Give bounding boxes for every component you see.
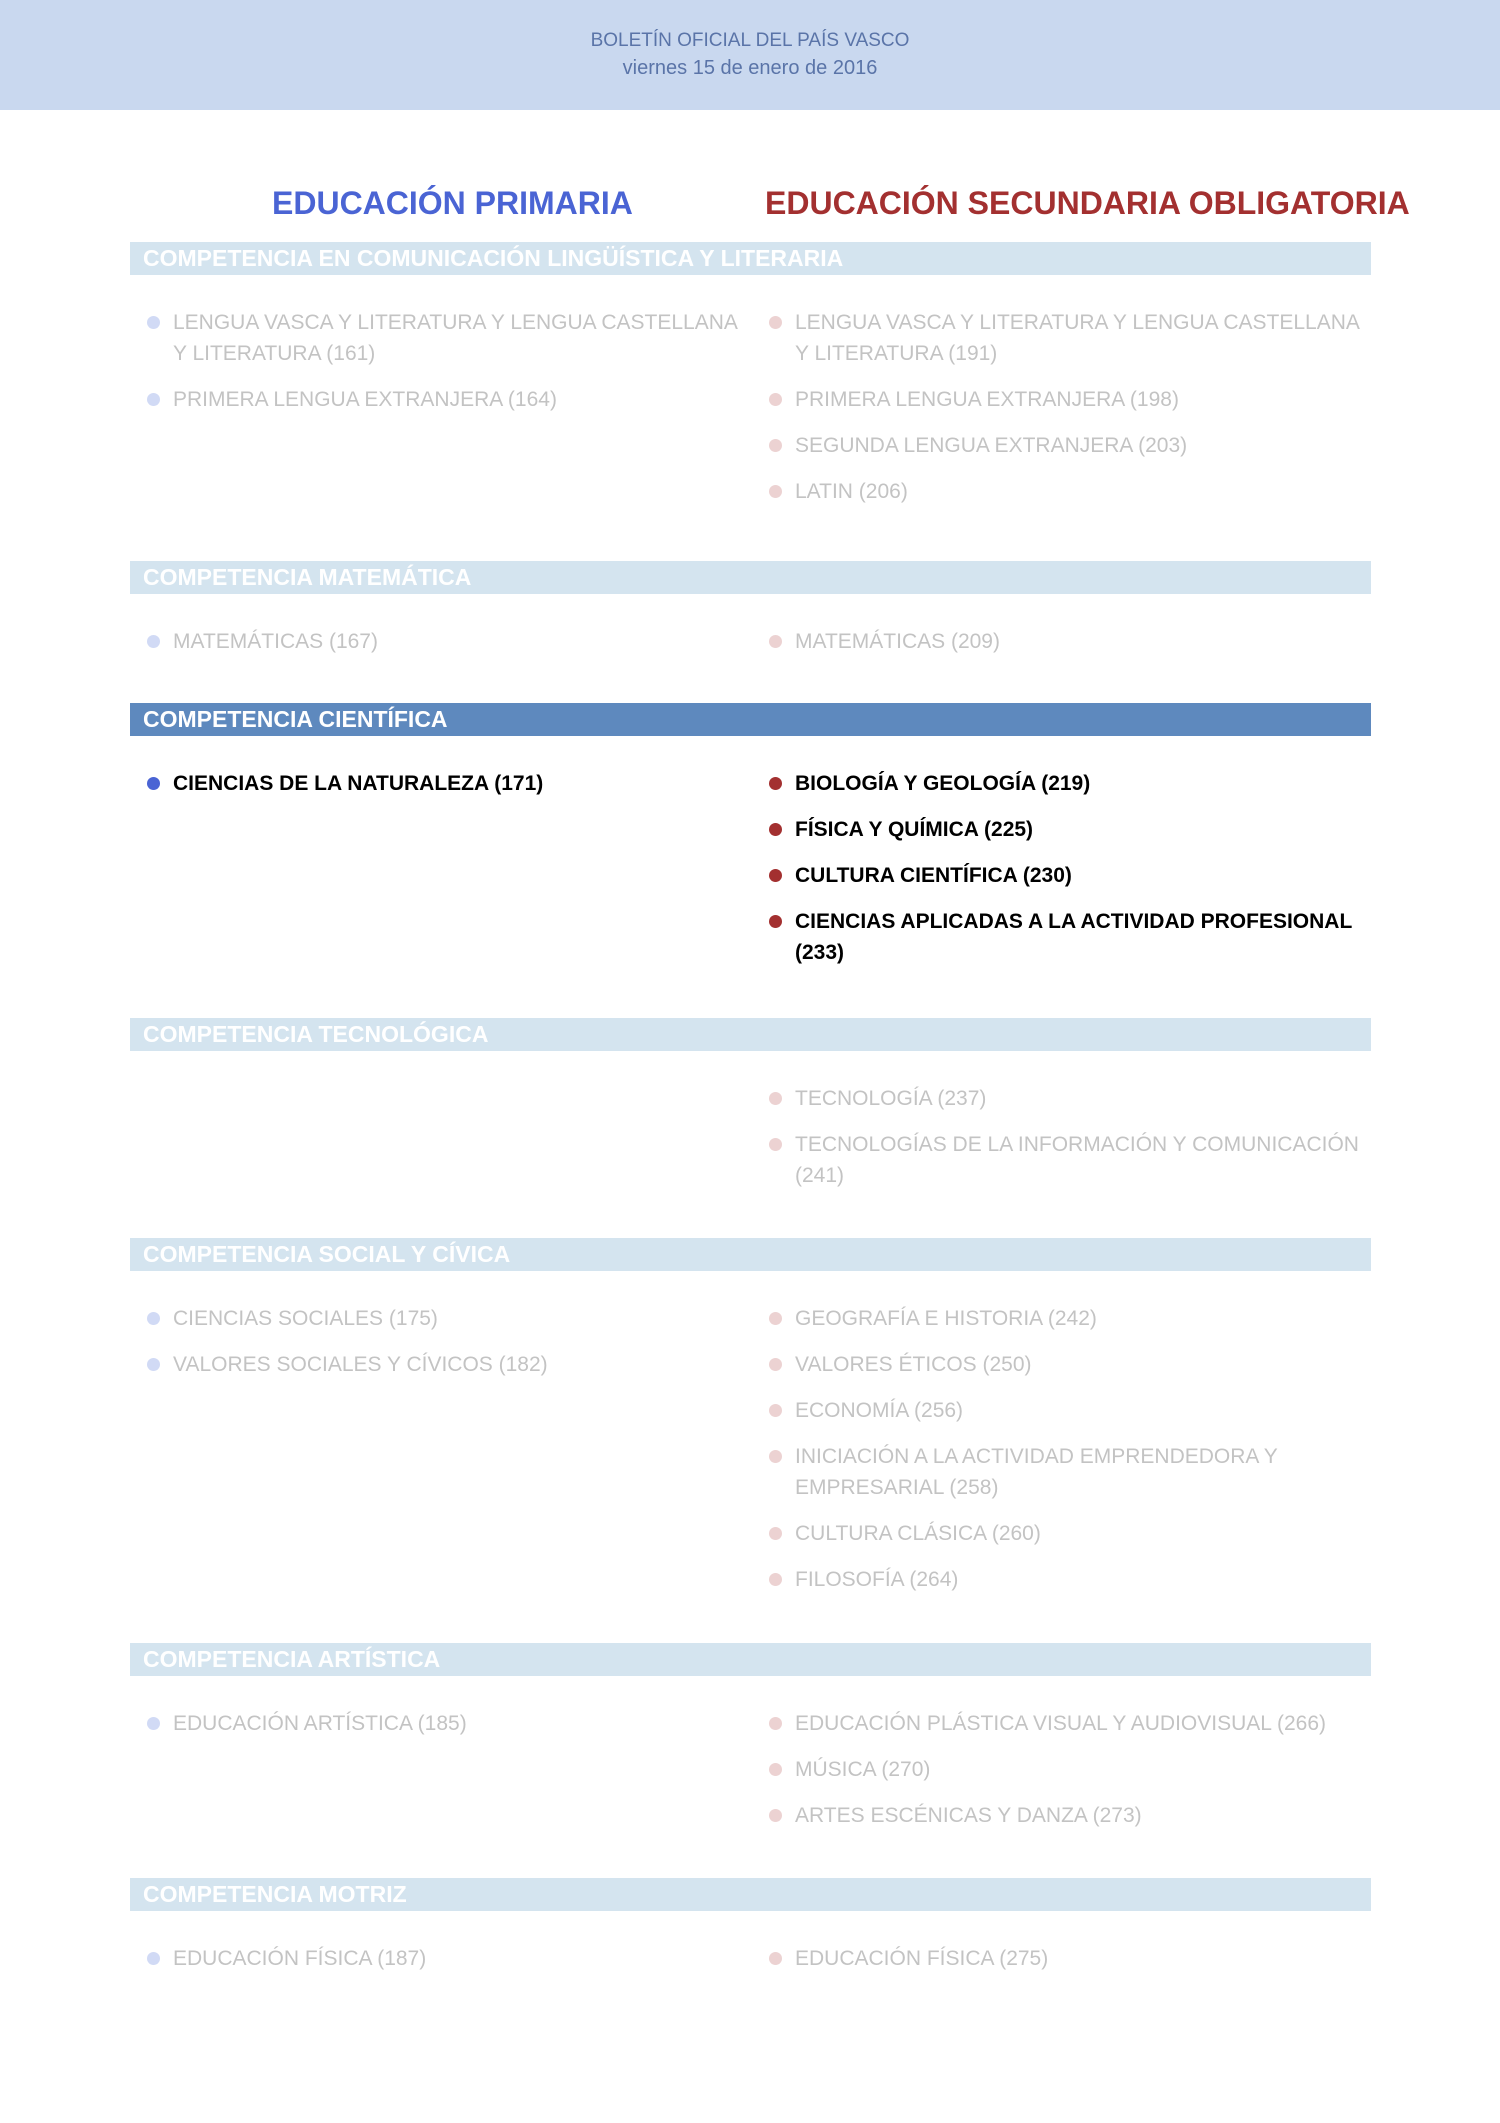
bullet-icon: [769, 1312, 782, 1325]
competence-band: COMPETENCIA MATEMÁTICA: [130, 561, 1371, 594]
subject-label: FÍSICA Y QUÍMICA (225): [795, 818, 1034, 841]
secondary-subject-list: [765, 1708, 1365, 1846]
subject-item: [765, 1943, 1365, 1974]
subject-item: [765, 626, 1365, 657]
bullet-icon: [769, 1573, 782, 1586]
subject-label: TECNOLOGÍA (237): [795, 1087, 987, 1110]
primary-subject-list: [143, 1943, 743, 1989]
subject-label: SEGUNDA LENGUA EXTRANJERA (203): [795, 434, 1188, 457]
subject-label: CULTURA CIENTÍFICA (230): [795, 864, 1072, 887]
subject-label: MÚSICA (270): [795, 1758, 931, 1781]
subject-item: [143, 307, 743, 369]
subject-item: [765, 768, 1365, 799]
bullet-icon: [769, 1404, 782, 1417]
subject-label: GEOGRAFÍA E HISTORIA (242): [795, 1307, 1097, 1330]
subject-item: [765, 1303, 1365, 1334]
subject-item: [765, 307, 1365, 369]
secondary-subject-list: [765, 307, 1365, 522]
primary-column-title: EDUCACIÓN PRIMARIA: [272, 185, 633, 221]
bullet-icon: [769, 1527, 782, 1540]
secondary-subject-list: [765, 626, 1365, 672]
subject-item: [765, 1395, 1365, 1426]
subject-item: [143, 768, 743, 799]
subject-item: [765, 1129, 1365, 1191]
bullet-icon: [769, 393, 782, 406]
subject-label: BIOLOGÍA Y GEOLOGÍA (219): [795, 772, 1091, 795]
bullet-icon: [147, 393, 160, 406]
bullet-icon: [769, 915, 782, 928]
bullet-icon: [769, 635, 782, 648]
bullet-icon: [769, 869, 782, 882]
subject-item: [765, 1083, 1365, 1114]
subject-label: EDUCACIÓN FÍSICA (187): [173, 1947, 427, 1970]
subject-label: FILOSOFÍA (264): [795, 1568, 959, 1591]
subject-item: [765, 860, 1365, 891]
primary-subject-list: [143, 307, 743, 430]
secondary-subject-list: [765, 1083, 1365, 1206]
subject-item: [765, 1441, 1365, 1503]
primary-subject-list: [143, 626, 743, 672]
subject-label: EDUCACIÓN PLÁSTICA VISUAL Y AUDIOVISUAL (266): [795, 1712, 1327, 1735]
subject-label: PRIMERA LENGUA EXTRANJERA (164): [173, 388, 557, 411]
bullet-icon: [147, 1952, 160, 1965]
bullet-icon: [769, 1092, 782, 1105]
bullet-icon: [147, 316, 160, 329]
secondary-subject-list: [765, 1943, 1365, 1989]
subject-item: [765, 814, 1365, 845]
secondary-column-title: EDUCACIÓN SECUNDARIA OBLIGATORIA: [765, 185, 1410, 221]
subject-label: LATIN (206): [795, 480, 908, 503]
bullet-icon: [147, 777, 160, 790]
subject-item: [765, 476, 1365, 507]
subject-item: [765, 1800, 1365, 1831]
bullet-icon: [769, 777, 782, 790]
subject-label: CIENCIAS SOCIALES (175): [173, 1307, 438, 1330]
subject-label: MATEMÁTICAS (167): [173, 630, 378, 653]
subject-label: ECONOMÍA (256): [795, 1399, 964, 1422]
subject-label: CIENCIAS DE LA NATURALEZA (171): [173, 772, 544, 795]
subject-item: [765, 384, 1365, 415]
competence-band: COMPETENCIA TECNOLÓGICA: [130, 1018, 1371, 1051]
primary-subject-list: [143, 1708, 743, 1754]
publication-date: viernes 15 de enero de 2016: [622, 57, 878, 79]
bullet-icon: [769, 1717, 782, 1730]
subject-label: CULTURA CLÁSICA (260): [795, 1522, 1041, 1545]
subject-item: [765, 430, 1365, 461]
competence-band: COMPETENCIA EN COMUNICACIÓN LINGÜÍSTICA Y LITERARIA: [130, 242, 1371, 275]
bullet-icon: [769, 1450, 782, 1463]
subject-item: [143, 384, 743, 415]
subject-item: [143, 1349, 743, 1380]
subject-label: PRIMERA LENGUA EXTRANJERA (198): [795, 388, 1179, 411]
subject-item: [143, 1303, 743, 1334]
subject-label: MATEMÁTICAS (209): [795, 630, 1000, 653]
bullet-icon: [769, 1952, 782, 1965]
bullet-icon: [147, 1358, 160, 1371]
secondary-subject-list: [765, 768, 1365, 983]
page-header: [0, 0, 1500, 110]
bullet-icon: [769, 1763, 782, 1776]
subject-label: ARTES ESCÉNICAS Y DANZA (273): [795, 1804, 1142, 1827]
subject-item: [143, 1943, 743, 1974]
bullet-icon: [769, 316, 782, 329]
subject-label: INICIACIÓN A LA ACTIVIDAD EMPRENDEDORA Y EMPRESARIAL (258): [795, 1445, 1278, 1499]
subject-item: [765, 1754, 1365, 1785]
bullet-icon: [769, 1809, 782, 1822]
primary-subject-list: [143, 1303, 743, 1395]
subject-item: [765, 1564, 1365, 1595]
bullet-icon: [769, 1138, 782, 1151]
competence-band: COMPETENCIA SOCIAL Y CÍVICA: [130, 1238, 1371, 1271]
competence-band: COMPETENCIA ARTÍSTICA: [130, 1643, 1371, 1676]
secondary-subject-list: [765, 1303, 1365, 1610]
subject-label: TECNOLOGÍAS DE LA INFORMACIÓN Y COMUNICACIÓN (241): [795, 1133, 1359, 1187]
bullet-icon: [769, 439, 782, 452]
subject-label: EDUCACIÓN ARTÍSTICA (185): [173, 1712, 467, 1735]
bullet-icon: [769, 823, 782, 836]
bullet-icon: [147, 1717, 160, 1730]
competence-band: COMPETENCIA MOTRIZ: [130, 1878, 1371, 1911]
publication-name: BOLETÍN OFICIAL DEL PAÍS VASCO: [590, 30, 910, 51]
primary-subject-list: [143, 768, 743, 814]
competence-band: COMPETENCIA CIENTÍFICA: [130, 703, 1371, 736]
bullet-icon: [147, 1312, 160, 1325]
bullet-icon: [769, 1358, 782, 1371]
subject-label: VALORES SOCIALES Y CÍVICOS (182): [173, 1353, 548, 1376]
subject-label: VALORES ÉTICOS (250): [795, 1353, 1032, 1376]
subject-label: LENGUA VASCA Y LITERATURA Y LENGUA CASTELLANA Y LITERATURA (161): [173, 311, 737, 365]
subject-item: [143, 1708, 743, 1739]
subject-item: [143, 626, 743, 657]
subject-item: [765, 1518, 1365, 1549]
subject-label: EDUCACIÓN FÍSICA (275): [795, 1947, 1049, 1970]
subject-label: CIENCIAS APLICADAS A LA ACTIVIDAD PROFESIONAL (233): [795, 910, 1352, 964]
subject-item: [765, 1708, 1365, 1739]
bullet-icon: [769, 485, 782, 498]
subject-item: [765, 1349, 1365, 1380]
bullet-icon: [147, 635, 160, 648]
subject-label: LENGUA VASCA Y LITERATURA Y LENGUA CASTELLANA Y LITERATURA (191): [795, 311, 1359, 365]
subject-item: [765, 906, 1365, 968]
